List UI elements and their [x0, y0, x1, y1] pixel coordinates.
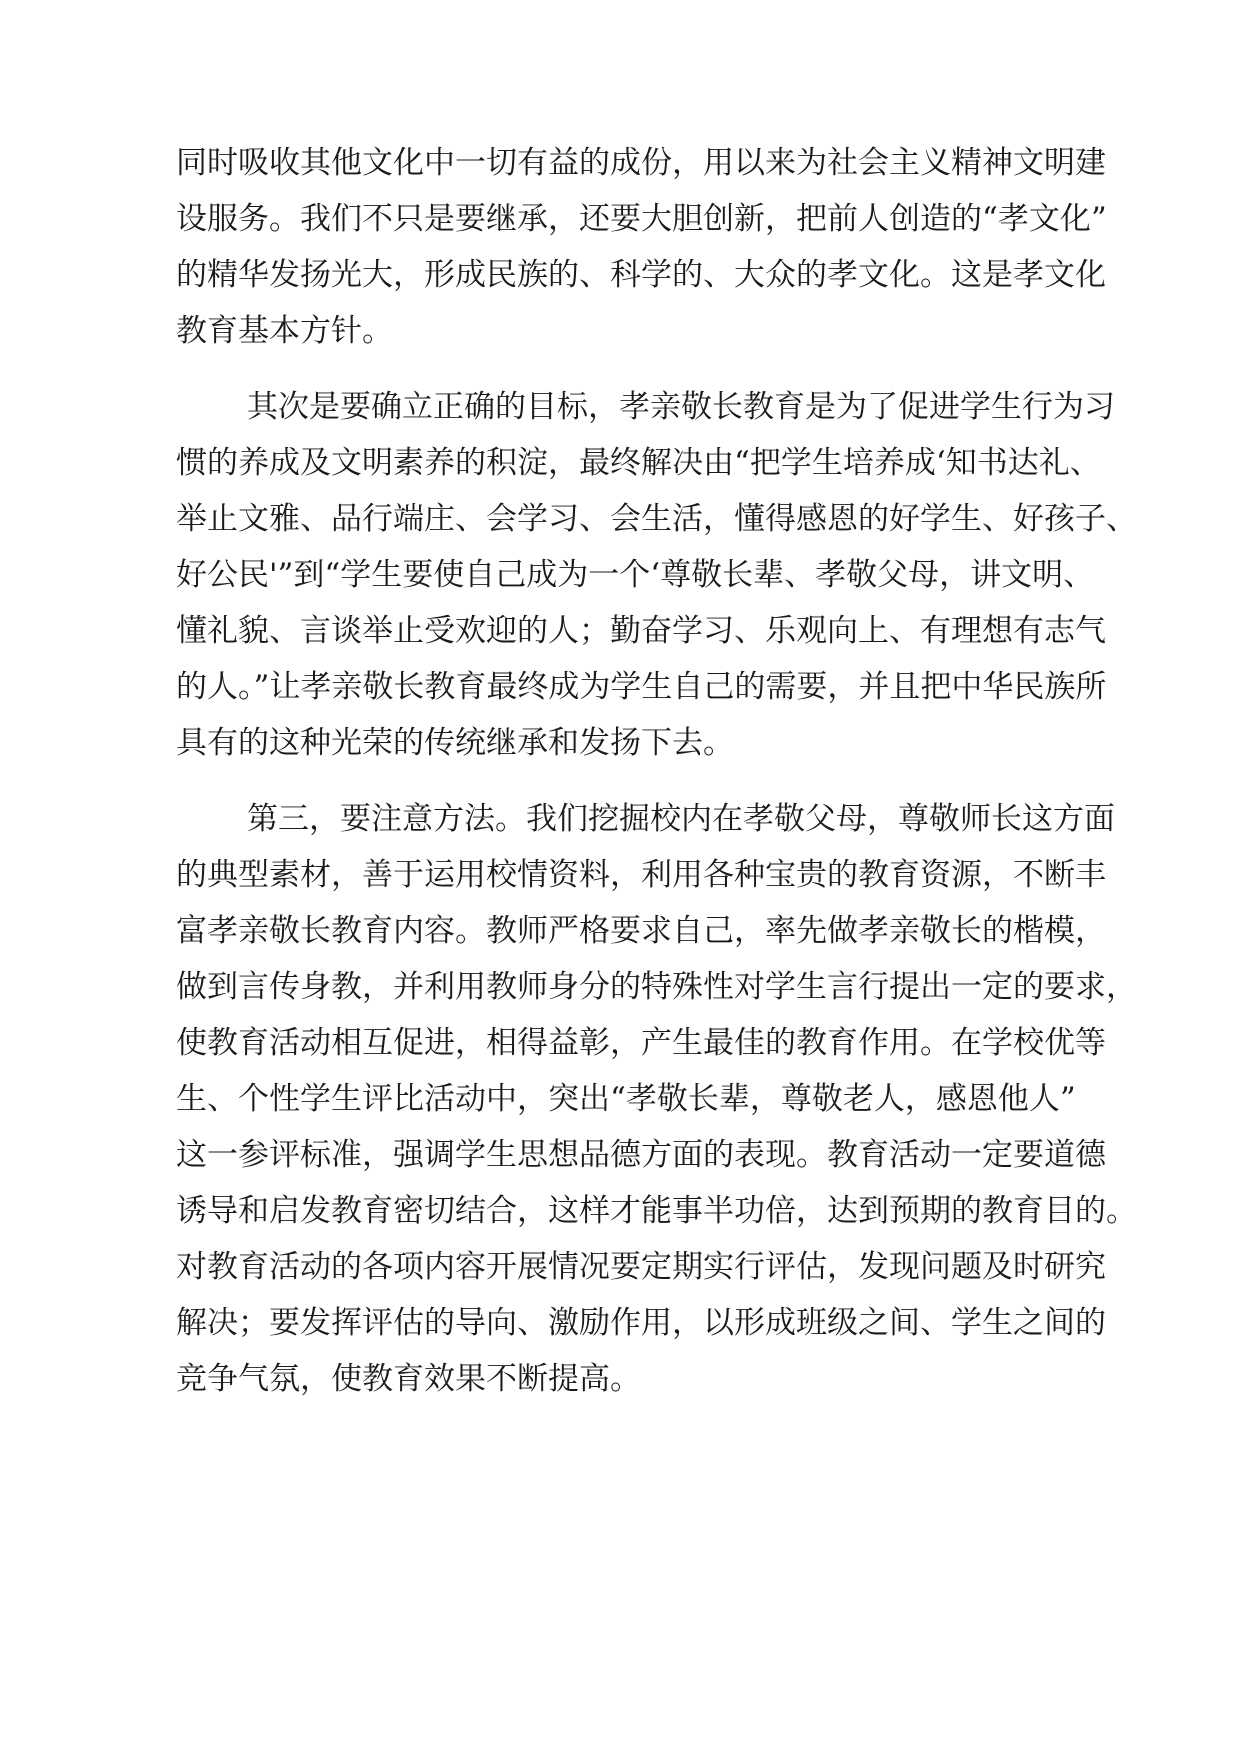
text-line: 的精华发扬光大，形成民族的、科学的、大众的孝文化。这是孝文化	[176, 257, 1106, 293]
text-line: 竞争气氛，使教育效果不断提高。	[176, 1361, 641, 1397]
text-line: 这一参评标准，强调学生思想品德方面的表现。教育活动一定要道德	[176, 1137, 1106, 1173]
text-line: 好公民'”到“学生要使自己成为一个‘尊敬长辈、孝敬父母，讲文明、	[176, 557, 1095, 593]
text-line: 设服务。我们不只是要继承，还要大胆创新，把前人创造的“孝文化”	[176, 201, 1107, 237]
text-line: 的人。”让孝亲敬长教育最终成为学生自己的需要，并且把中华民族所	[176, 669, 1107, 705]
text-line: 做到言传身教，并利用教师身分的特殊性对学生言行提出一定的要求，	[176, 969, 1137, 1005]
text-line: 其次是要确立正确的目标，孝亲敬长教育是为了促进学生行为习	[247, 389, 1115, 425]
text-line: 懂礼貌、言谈举止受欢迎的人；勤奋学习、乐观向上、有理想有志气	[176, 613, 1106, 649]
text-line: 对教育活动的各项内容开展情况要定期实行评估，发现问题及时研究	[176, 1249, 1106, 1285]
text-line: 同时吸收其他文化中一切有益的成份，用以来为社会主义精神文明建	[176, 145, 1106, 181]
text-line: 教育基本方针。	[176, 313, 393, 349]
text-line: 举止文雅、品行端庄、会学习、会生活，懂得感恩的好学生、好孩子、	[176, 501, 1137, 537]
text-line: 富孝亲敬长教育内容。教师严格要求自己，率先做孝亲敬长的楷模，	[176, 913, 1106, 949]
text-line: 第三，要注意方法。我们挖掘校内在孝敬父母，尊敬师长这方面	[247, 801, 1115, 837]
text-line: 具有的这种光荣的传统继承和发扬下去。	[176, 725, 734, 761]
text-line: 惯的养成及文明素养的积淀，最终解决由“把学生培养成‘知书达礼、	[176, 445, 1101, 481]
text-line: 解决；要发挥评估的导向、激励作用，以形成班级之间、学生之间的	[176, 1305, 1106, 1341]
text-line: 生、个性学生评比活动中，突出“孝敬长辈，尊敬老人，感恩他人”	[176, 1081, 1076, 1117]
text-line: 诱导和启发教育密切结合，这样才能事半功倍，达到预期的教育目的。	[176, 1193, 1137, 1229]
text-line: 使教育活动相互促进，相得益彰，产生最佳的教育作用。在学校优等	[176, 1025, 1106, 1061]
text-line: 的典型素材，善于运用校情资料，利用各种宝贵的教育资源，不断丰	[176, 857, 1106, 893]
